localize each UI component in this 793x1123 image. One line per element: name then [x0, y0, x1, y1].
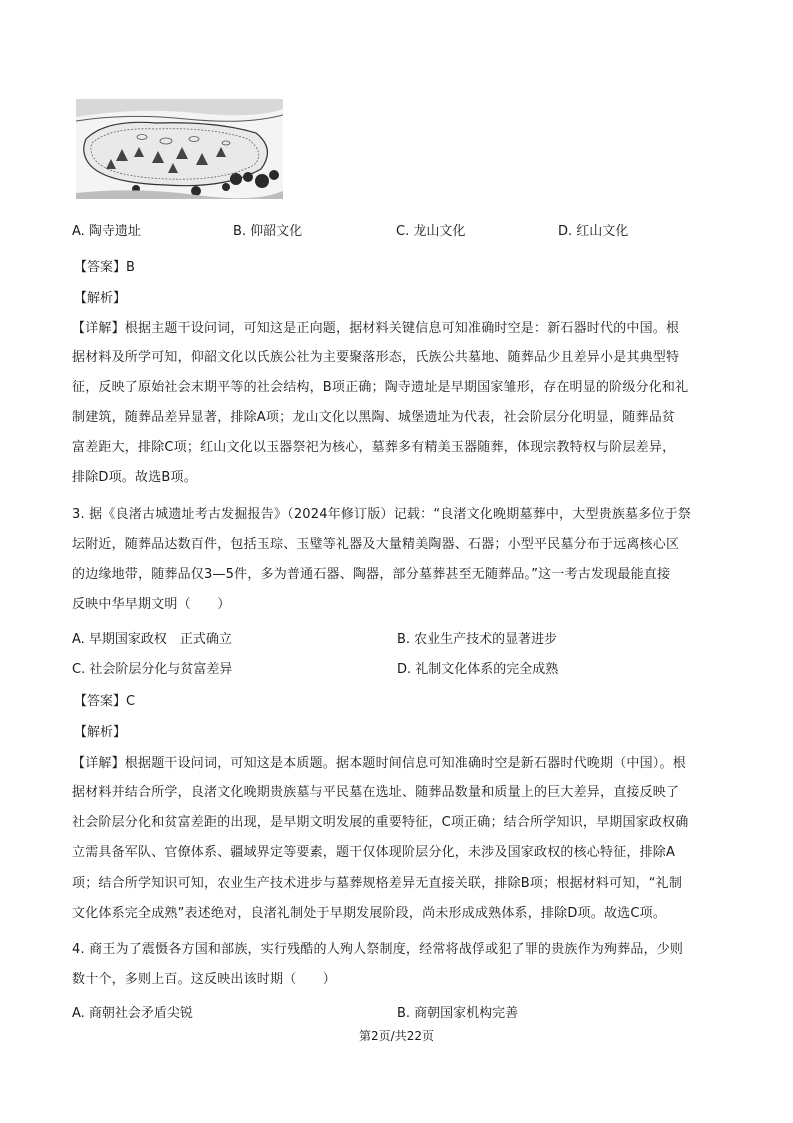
q3-option-d: D. 礼制文化体系的完全成熟 — [397, 662, 559, 677]
q2-detail-line: 富差距大，排除C项；红山文化以玉器祭祀为核心，墓葬多有精美玉器随葬，体现宗教特权与阶层差异， — [72, 440, 676, 455]
q3-detail-line: 社会阶层分化和贫富差距的出现，是早期文明发展的重要特征，C项正确；结合所学知识，早期国家政权确 — [72, 815, 689, 830]
page-number-footer: 第2页/共22页 — [359, 1029, 434, 1043]
q4-option-a: A. 商朝社会矛盾尖锐 — [72, 1006, 193, 1021]
q2-detail-line: 据材料及所学可知，仰韶文化以氏族公社为主要聚落形态，氏族公共墓地、随葬品少且差异小是其典型特 — [72, 350, 680, 365]
q2-option-d: D. 红山文化 — [558, 224, 629, 239]
q2-detail-line: 征，反映了原始社会末期平等的社会结构，B项正确；陶寺遗址是早期国家雏形，存在明显的阶级分化和礼 — [72, 380, 689, 395]
q3-option-b: B. 农业生产技术的显著进步 — [397, 632, 558, 647]
q2-options — [72, 220, 732, 240]
q2-detail-line: 排除D项。故选B项。 — [72, 470, 197, 485]
q2-detail-line: 【详解】根据主题干设问词，可知这是正向题，据材料关键信息可知准确时空是：新石器时代的中国。根 — [72, 321, 680, 336]
q3-detail-line: 立需具备军队、官僚体系、疆域界定等要素，题干仅体现阶层分化，未涉及国家政权的核心特征，排除A — [72, 845, 676, 860]
q2-option-c: C. 龙山文化 — [396, 224, 466, 239]
q2-answer: 【答案】B — [74, 260, 135, 275]
q2-option-a: A. 陶寺遗址 — [72, 224, 141, 239]
q3-stem-line: 的边缘地带，随葬品仅3—5件，多为普通石器、陶器，部分墓葬甚至无随葬品。”这一考古发现最能直接 — [72, 567, 671, 582]
q3-stem-line: 3. 据《良渚古城遗址考古发掘报告》（2024年修订版）记载：“良渚文化晚期墓葬中，大型贵族墓多位于祭 — [72, 507, 692, 522]
q3-stem-line: 坛附近，随葬品达数百件，包括玉琮、玉璧等礼器及大量精美陶器、石器；小型平民墓分布于远离核心区 — [72, 537, 680, 552]
q4-option-b: B. 商朝国家机构完善 — [397, 1006, 519, 1021]
q2-analysis-label: 【解析】 — [74, 291, 127, 306]
q3-answer: 【答案】C — [74, 694, 136, 709]
settlement-illustration — [76, 99, 283, 199]
q3-option-a: A. 早期国家政权 正式确立 — [72, 632, 232, 647]
q2-option-b: B. 仰韶文化 — [233, 224, 303, 239]
q3-analysis-label: 【解析】 — [74, 725, 127, 740]
q3-detail-line: 据材料并结合所学，良渚文化晚期贵族墓与平民墓在选址、随葬品数量和质量上的巨大差异，直接反映了 — [72, 785, 680, 800]
q3-detail-line: 项；结合所学知识可知，农业生产技术进步与墓葬规格差异无直接关联，排除B项；根据材料可知，“礼制 — [72, 876, 683, 891]
q3-stem-line: 反映中华早期文明（ ） — [72, 597, 231, 612]
q4-stem-line: 数十个，多则上百。这反映出该时期（ ） — [72, 972, 337, 987]
q3-option-c: C. 社会阶层分化与贫富差异 — [72, 662, 233, 677]
q4-stem-line: 4. 商王为了震慑各方国和部族，实行残酷的人殉人祭制度，经常将战俘或犯了罪的贵族作为殉葬品，少则 — [72, 942, 684, 957]
q3-detail-line: 【详解】根据题干设问词，可知这是本质题。据本题时间信息可知准确时空是新石器时代晚期（中国）。根 — [72, 756, 686, 771]
q2-detail-line: 制建筑，随葬品差异显著，排除A项；龙山文化以黑陶、城堡遗址为代表，社会阶层分化明显，随葬品贫 — [72, 410, 676, 425]
q3-detail-line: 文化体系完全成熟”表述绝对，良渚礼制处于早期发展阶段，尚未形成成熟体系，排除D项。故选C项。 — [72, 906, 667, 921]
